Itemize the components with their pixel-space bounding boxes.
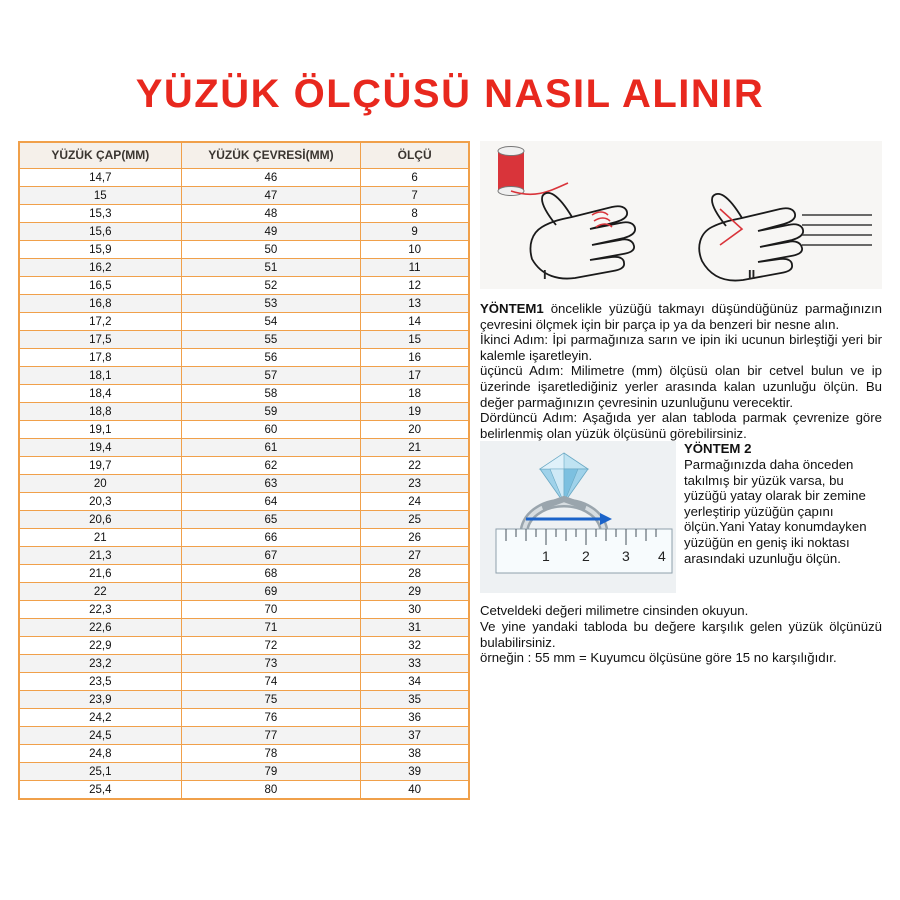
cell-diameter: 16,2 [20, 259, 182, 277]
cell-circumference: 70 [181, 601, 361, 619]
table-row [20, 583, 469, 601]
cell-size: 28 [361, 565, 469, 583]
cell-size: 35 [361, 691, 469, 709]
cell-circumference: 69 [181, 583, 361, 601]
cell-circumference: 55 [181, 331, 361, 349]
method1-paragraph-2: İkinci Adım: İpi parmağınıza sarın ve ipin iki ucunun birleştiği yeri bir kalemle işaretleyin. [480, 332, 882, 363]
column-header-diameter: YÜZÜK ÇAP(MM) [20, 143, 182, 169]
table-row [20, 295, 469, 313]
cell-circumference: 74 [181, 673, 361, 691]
method2-heading: YÖNTEM 2 [684, 441, 752, 457]
cell-circumference: 63 [181, 475, 361, 493]
cell-diameter: 18,1 [20, 367, 182, 385]
cell-diameter: 21 [20, 529, 182, 547]
cell-diameter: 22,9 [20, 637, 182, 655]
cell-circumference: 57 [181, 367, 361, 385]
table-row [20, 421, 469, 439]
cell-size: 32 [361, 637, 469, 655]
footer-paragraph-3: örneğin : 55 mm = Kuyumcu ölçüsüne göre 15 no karşılığıdır. [480, 650, 837, 666]
cell-size: 13 [361, 295, 469, 313]
table-row [20, 259, 469, 277]
cell-size: 14 [361, 313, 469, 331]
cell-diameter: 16,8 [20, 295, 182, 313]
cell-diameter: 19,1 [20, 421, 182, 439]
cell-circumference: 66 [181, 529, 361, 547]
ruler-mark-1: 1 [542, 548, 550, 565]
cell-size: 15 [361, 331, 469, 349]
footer-paragraph-2: Ve yine yandaki tabloda bu değere karşılık gelen yüzük ölçünüzü bulabilirsiniz. [480, 618, 882, 650]
cell-circumference: 73 [181, 655, 361, 673]
cell-diameter: 20,6 [20, 511, 182, 529]
cell-size: 10 [361, 241, 469, 259]
table-row [20, 313, 469, 331]
cell-circumference: 78 [181, 745, 361, 763]
ring-ruler-svg [480, 441, 676, 593]
cell-diameter: 21,6 [20, 565, 182, 583]
cell-size: 23 [361, 475, 469, 493]
method1-paragraph-1 [480, 301, 882, 332]
cell-circumference: 53 [181, 295, 361, 313]
method1-paragraph-4: Dördüncü Adım: Aşağıda yer alan tabloda parmak çevrenize göre belirlenmiş olan yüzük ölçüsünü görebilirsiniz. [480, 410, 882, 441]
table-row [20, 223, 469, 241]
table-row [20, 187, 469, 205]
cell-size: 22 [361, 457, 469, 475]
cell-circumference: 62 [181, 457, 361, 475]
cell-size: 36 [361, 709, 469, 727]
table-row [20, 709, 469, 727]
column-header-circumference: YÜZÜK ÇEVRESİ(MM) [181, 143, 361, 169]
cell-size: 29 [361, 583, 469, 601]
cell-diameter: 25,1 [20, 763, 182, 781]
cell-diameter: 19,7 [20, 457, 182, 475]
ring-ruler-illustration [480, 441, 676, 593]
cell-diameter: 24,8 [20, 745, 182, 763]
cell-circumference: 65 [181, 511, 361, 529]
method1-text-1: öncelikle yüzüğü takmayı düşündüğünüz parmağınızın çevresini ölçmek için bir parça ip ya da benzeri bir nesne alın. [480, 301, 882, 332]
cell-circumference: 79 [181, 763, 361, 781]
table-row [20, 169, 469, 187]
ring-size-table-container [18, 141, 470, 800]
table-row [20, 673, 469, 691]
cell-size: 31 [361, 619, 469, 637]
table-row [20, 781, 469, 799]
cell-circumference: 54 [181, 313, 361, 331]
cell-circumference: 56 [181, 349, 361, 367]
cell-diameter: 19,4 [20, 439, 182, 457]
cell-circumference: 58 [181, 385, 361, 403]
cell-circumference: 67 [181, 547, 361, 565]
cell-diameter: 17,5 [20, 331, 182, 349]
ruler-mark-2: 2 [582, 548, 590, 565]
illustration-label-one: I [543, 267, 547, 282]
ruler-mark-4: 4 [658, 548, 666, 565]
cell-size: 38 [361, 745, 469, 763]
cell-size: 26 [361, 529, 469, 547]
method2-block [480, 441, 882, 593]
footer-paragraph-1: Cetveldeki değeri milimetre cinsinden okuyun. [480, 603, 749, 619]
cell-diameter: 18,4 [20, 385, 182, 403]
table-row [20, 511, 469, 529]
cell-diameter: 15,6 [20, 223, 182, 241]
cell-diameter: 25,4 [20, 781, 182, 799]
table-row [20, 601, 469, 619]
table-row [20, 655, 469, 673]
cell-diameter: 17,2 [20, 313, 182, 331]
cell-size: 37 [361, 727, 469, 745]
table-body [20, 169, 469, 799]
cell-circumference: 72 [181, 637, 361, 655]
table-row [20, 529, 469, 547]
hand-illustration-svg [480, 141, 882, 289]
cell-circumference: 59 [181, 403, 361, 421]
cell-diameter: 24,2 [20, 709, 182, 727]
cell-diameter: 15,3 [20, 205, 182, 223]
cell-circumference: 46 [181, 169, 361, 187]
cell-diameter: 23,9 [20, 691, 182, 709]
ruler-icon [496, 529, 672, 573]
cell-diameter: 17,8 [20, 349, 182, 367]
cell-circumference: 68 [181, 565, 361, 583]
table-row [20, 565, 469, 583]
method1-paragraph-3: üçüncü Adım: Milimetre (mm) ölçüsü olan bir cetvel bulun ve ip üzerinde işaretlediğiniz yerler arasında kalan uzunluğu ölçün. Bu değer parmağınızın çevresinin uzunluğunu verecektir. [480, 363, 882, 410]
cell-circumference: 60 [181, 421, 361, 439]
column-header-size: ÖLÇÜ [361, 143, 469, 169]
hand-illustration [480, 141, 882, 289]
cell-size: 16 [361, 349, 469, 367]
cell-diameter: 23,2 [20, 655, 182, 673]
table-row [20, 439, 469, 457]
cell-circumference: 50 [181, 241, 361, 259]
ring-size-table [19, 142, 469, 799]
table-header-row [20, 143, 469, 169]
cell-circumference: 80 [181, 781, 361, 799]
cell-size: 33 [361, 655, 469, 673]
cell-size: 7 [361, 187, 469, 205]
cell-diameter: 15,9 [20, 241, 182, 259]
cell-size: 27 [361, 547, 469, 565]
table-row [20, 457, 469, 475]
table-row [20, 691, 469, 709]
table-row [20, 619, 469, 637]
cell-size: 17 [361, 367, 469, 385]
table-row [20, 331, 469, 349]
illustration-label-two: II [748, 267, 756, 282]
table-row [20, 763, 469, 781]
cell-diameter: 15 [20, 187, 182, 205]
table-row [20, 493, 469, 511]
ruler-mark-3: 3 [622, 548, 630, 565]
cell-circumference: 61 [181, 439, 361, 457]
cell-diameter: 24,5 [20, 727, 182, 745]
cell-diameter: 22,3 [20, 601, 182, 619]
cell-size: 34 [361, 673, 469, 691]
cell-diameter: 16,5 [20, 277, 182, 295]
cell-size: 24 [361, 493, 469, 511]
cell-diameter: 22 [20, 583, 182, 601]
table-row [20, 385, 469, 403]
method2-body: Parmağınızda daha önceden takılmış bir yüzük varsa, bu yüzüğü yatay olarak bir zemine yerleştirip yüzüğün çapını ölçün.Yani Yatay konumdayken yüzüğün en geniş iki noktası arasındaki uzunluğu ölçün. [684, 456, 867, 566]
cell-size: 18 [361, 385, 469, 403]
table-row [20, 745, 469, 763]
cell-size: 8 [361, 205, 469, 223]
cell-size: 20 [361, 421, 469, 439]
cell-circumference: 52 [181, 277, 361, 295]
cell-circumference: 71 [181, 619, 361, 637]
table-row [20, 475, 469, 493]
cell-size: 25 [361, 511, 469, 529]
cell-size: 21 [361, 439, 469, 457]
cell-size: 19 [361, 403, 469, 421]
cell-size: 30 [361, 601, 469, 619]
cell-diameter: 20,3 [20, 493, 182, 511]
cell-diameter: 14,7 [20, 169, 182, 187]
table-row [20, 637, 469, 655]
cell-circumference: 49 [181, 223, 361, 241]
cell-diameter: 20 [20, 475, 182, 493]
cell-diameter: 23,5 [20, 673, 182, 691]
cell-circumference: 64 [181, 493, 361, 511]
cell-diameter: 21,3 [20, 547, 182, 565]
table-row [20, 367, 469, 385]
table-row [20, 403, 469, 421]
table-row [20, 205, 469, 223]
cell-size: 40 [361, 781, 469, 799]
table-row [20, 241, 469, 259]
cell-circumference: 75 [181, 691, 361, 709]
cell-circumference: 47 [181, 187, 361, 205]
cell-diameter: 22,6 [20, 619, 182, 637]
cell-size: 12 [361, 277, 469, 295]
cell-size: 6 [361, 169, 469, 187]
instructions-column [480, 141, 882, 666]
method1-heading: YÖNTEM1 [480, 301, 544, 316]
cell-circumference: 76 [181, 709, 361, 727]
cell-circumference: 51 [181, 259, 361, 277]
page-title: YÜZÜK ÖLÇÜSÜ NASIL ALINIR [135, 72, 765, 116]
cell-diameter: 18,8 [20, 403, 182, 421]
cell-size: 9 [361, 223, 469, 241]
table-row [20, 727, 469, 745]
table-row [20, 349, 469, 367]
cell-circumference: 77 [181, 727, 361, 745]
cell-circumference: 48 [181, 205, 361, 223]
table-row [20, 277, 469, 295]
cell-size: 11 [361, 259, 469, 277]
table-row [20, 547, 469, 565]
cell-size: 39 [361, 763, 469, 781]
